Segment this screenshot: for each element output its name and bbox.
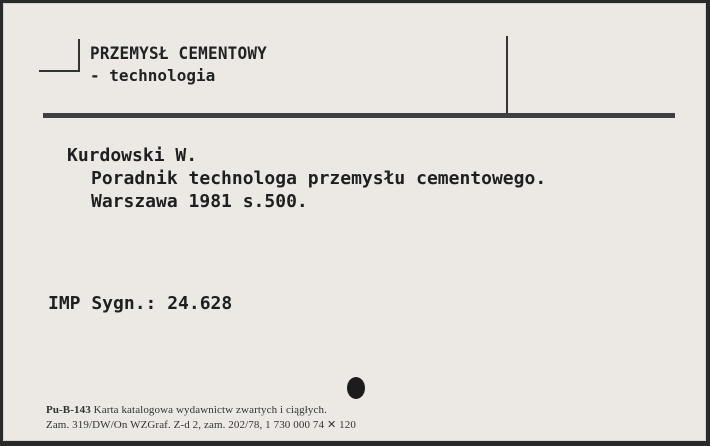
- corner-mark-horizontal: [39, 70, 80, 72]
- subject-heading: PRZEMYSŁ CEMENTOWY: [90, 43, 267, 64]
- header-rule: [43, 113, 675, 118]
- column-divider: [506, 36, 508, 114]
- subject-subheading: - technologia: [90, 66, 216, 85]
- print-footer: [46, 403, 356, 433]
- shelf-signature: IMP Sygn.: 24.628: [48, 293, 233, 314]
- corner-mark-vertical: [78, 39, 80, 72]
- form-title: Karta katalogowa wydawnictw zwartych i ciągłych.: [93, 404, 327, 416]
- entry-author: Kurdowski W.: [67, 145, 198, 166]
- print-info: Zam. 319/DW/On WZGraf. Z-d 2, zam. 202/78, 1 730 000 74 ✕ 120: [46, 419, 356, 431]
- punch-hole: [347, 377, 365, 399]
- catalog-card: [3, 3, 706, 441]
- form-code: Pu-B-143: [46, 404, 91, 416]
- bibliographic-entry: [67, 144, 546, 213]
- entry-title: Poradnik technologa przemysłu cementowego.: [91, 168, 547, 189]
- subject-heading-block: [90, 41, 267, 87]
- entry-imprint: Warszawa 1981 s.500.: [91, 191, 308, 212]
